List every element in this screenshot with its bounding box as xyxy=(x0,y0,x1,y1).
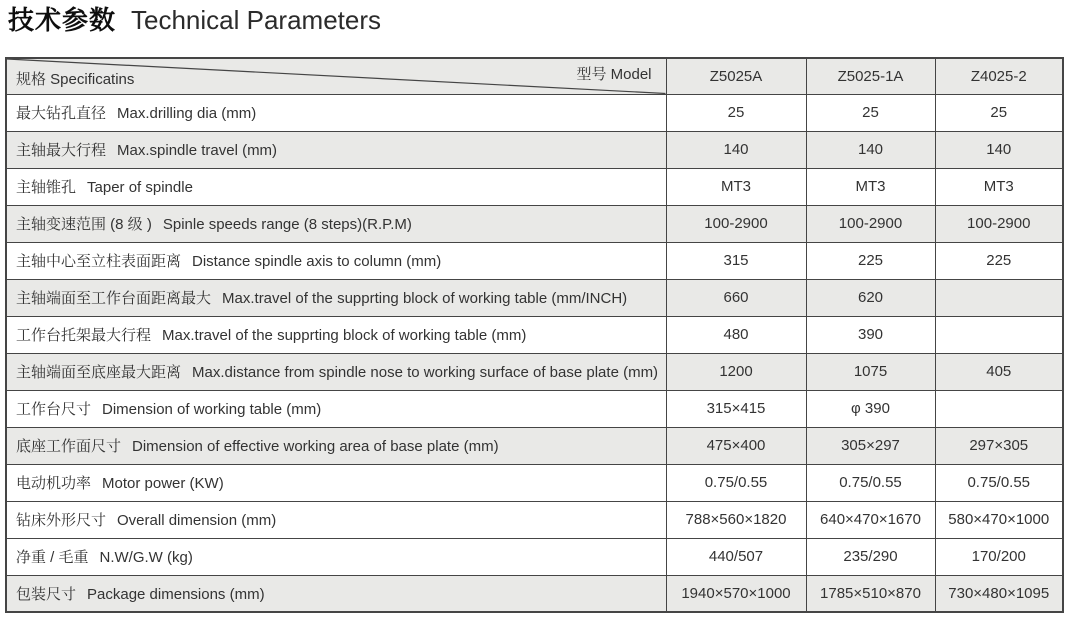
table-row xyxy=(6,390,1063,427)
value-cell: 660 xyxy=(666,279,806,316)
value-cell: 475×400 xyxy=(666,427,806,464)
table-row xyxy=(6,575,1063,612)
value-cell: 25 xyxy=(806,94,935,131)
value-cell xyxy=(935,316,1063,353)
column-header-model-2: Z5025-1A xyxy=(806,58,935,94)
value-cell: 0.75/0.55 xyxy=(666,464,806,501)
table-row xyxy=(6,538,1063,575)
value-cell: 1200 xyxy=(666,353,806,390)
page-title-zh: 技术参数 xyxy=(8,5,117,35)
row-label-cell xyxy=(6,501,666,538)
value-cell: MT3 xyxy=(666,168,806,205)
value-cell: 730×480×1095 xyxy=(935,575,1063,612)
table-row xyxy=(6,353,1063,390)
row-label-zh: 主轴中心至立柱表面距离 xyxy=(16,253,182,270)
table-row xyxy=(6,427,1063,464)
row-label-cell xyxy=(6,94,666,131)
row-label-zh: 净重 / 毛重 xyxy=(16,549,89,566)
row-label-cell xyxy=(6,538,666,575)
row-label-en: N.W/G.W (kg) xyxy=(99,549,193,566)
value-cell: 225 xyxy=(935,242,1063,279)
row-label-cell xyxy=(6,427,666,464)
value-cell: 315 xyxy=(666,242,806,279)
row-label-en: Motor power (KW) xyxy=(102,475,224,492)
technical-parameters-table xyxy=(5,57,1064,613)
table-row xyxy=(6,205,1063,242)
row-label-zh: 工作台尺寸 xyxy=(16,401,92,418)
value-cell: 620 xyxy=(806,279,935,316)
row-label-cell xyxy=(6,205,666,242)
value-cell: 297×305 xyxy=(935,427,1063,464)
table-row xyxy=(6,131,1063,168)
table-row xyxy=(6,464,1063,501)
value-cell: 25 xyxy=(666,94,806,131)
row-label-cell xyxy=(6,279,666,316)
specifications-label: 规格 Specificatins xyxy=(16,70,135,88)
row-label-zh: 底座工作面尺寸 xyxy=(16,438,122,455)
row-label-cell xyxy=(6,575,666,612)
row-label-en: Max.travel of the supprting block of working table (mm) xyxy=(162,327,527,344)
row-label-en: Distance spindle axis to column (mm) xyxy=(192,253,442,270)
value-cell: 405 xyxy=(935,353,1063,390)
value-cell xyxy=(935,279,1063,316)
row-label-cell xyxy=(6,353,666,390)
value-cell: 580×470×1000 xyxy=(935,501,1063,538)
row-label-en: Package dimensions (mm) xyxy=(87,585,265,603)
table-row xyxy=(6,501,1063,538)
value-cell: 0.75/0.55 xyxy=(806,464,935,501)
value-cell: MT3 xyxy=(935,168,1063,205)
value-cell: 100-2900 xyxy=(935,205,1063,242)
row-label-zh: 最大钻孔直径 xyxy=(16,105,107,122)
value-cell: 25 xyxy=(935,94,1063,131)
row-label-cell xyxy=(6,390,666,427)
table-row xyxy=(6,242,1063,279)
row-label-cell xyxy=(6,464,666,501)
row-label-zh: 主轴端面至工作台面距离最大 xyxy=(16,290,212,307)
value-cell: 140 xyxy=(806,131,935,168)
row-label-en: Spinle speeds range (8 steps)(R.P.M) xyxy=(162,216,412,233)
table-row xyxy=(6,94,1063,131)
value-cell: 140 xyxy=(935,131,1063,168)
column-header-model-1: Z5025A xyxy=(666,58,806,94)
row-label-zh: 包装尺寸 xyxy=(16,585,77,603)
value-cell: 440/507 xyxy=(666,538,806,575)
row-label-en: Max.distance from spindle nose to working surface of base plate (mm) xyxy=(192,364,659,381)
row-label-zh: 工作台托架最大行程 xyxy=(16,327,152,344)
value-cell: 1075 xyxy=(806,353,935,390)
table-row xyxy=(6,279,1063,316)
row-label-en: Overall dimension (mm) xyxy=(117,512,277,529)
page-title xyxy=(8,3,381,37)
row-label-zh: 钻床外形尺寸 xyxy=(16,512,107,529)
row-label-en: Max.drilling dia (mm) xyxy=(117,105,257,122)
row-label-en: Taper of spindle xyxy=(87,179,193,196)
value-cell: 305×297 xyxy=(806,427,935,464)
row-label-cell xyxy=(6,131,666,168)
value-cell xyxy=(935,390,1063,427)
header-row xyxy=(6,58,1063,94)
row-label-cell xyxy=(6,242,666,279)
row-label-en: Dimension of working table (mm) xyxy=(102,401,322,418)
table-row xyxy=(6,316,1063,353)
value-cell: 225 xyxy=(806,242,935,279)
value-cell: 1785×510×870 xyxy=(806,575,935,612)
value-cell: 480 xyxy=(666,316,806,353)
model-label: 型号 Model xyxy=(576,66,652,83)
row-label-en: Max.travel of the supprting block of working table (mm/INCH) xyxy=(222,290,628,307)
value-cell: 390 xyxy=(806,316,935,353)
value-cell: 140 xyxy=(666,131,806,168)
row-label-zh: 主轴变速范围 (8 级 ) xyxy=(16,216,152,233)
column-header-model-3: Z4025-2 xyxy=(935,58,1063,94)
row-label-cell xyxy=(6,168,666,205)
row-label-zh: 电动机功率 xyxy=(16,475,92,492)
row-label-en: Max.spindle travel (mm) xyxy=(117,142,278,159)
value-cell: MT3 xyxy=(806,168,935,205)
corner-header-cell xyxy=(6,58,666,94)
row-label-cell xyxy=(6,316,666,353)
value-cell: 1940×570×1000 xyxy=(666,575,806,612)
row-label-zh: 主轴最大行程 xyxy=(16,142,107,159)
row-label-en: Dimension of effective working area of base plate (mm) xyxy=(132,438,499,455)
value-cell: 170/200 xyxy=(935,538,1063,575)
value-cell: 100-2900 xyxy=(666,205,806,242)
table-row xyxy=(6,168,1063,205)
value-cell: 640×470×1670 xyxy=(806,501,935,538)
value-cell: 100-2900 xyxy=(806,205,935,242)
page-title-en: Technical Parameters xyxy=(131,5,382,35)
value-cell: 315×415 xyxy=(666,390,806,427)
value-cell: 235/290 xyxy=(806,538,935,575)
value-cell: 788×560×1820 xyxy=(666,501,806,538)
row-label-zh: 主轴端面至底座最大距离 xyxy=(16,364,182,381)
row-label-zh: 主轴锥孔 xyxy=(16,179,77,196)
value-cell: 0.75/0.55 xyxy=(935,464,1063,501)
value-cell: φ 390 xyxy=(806,390,935,427)
